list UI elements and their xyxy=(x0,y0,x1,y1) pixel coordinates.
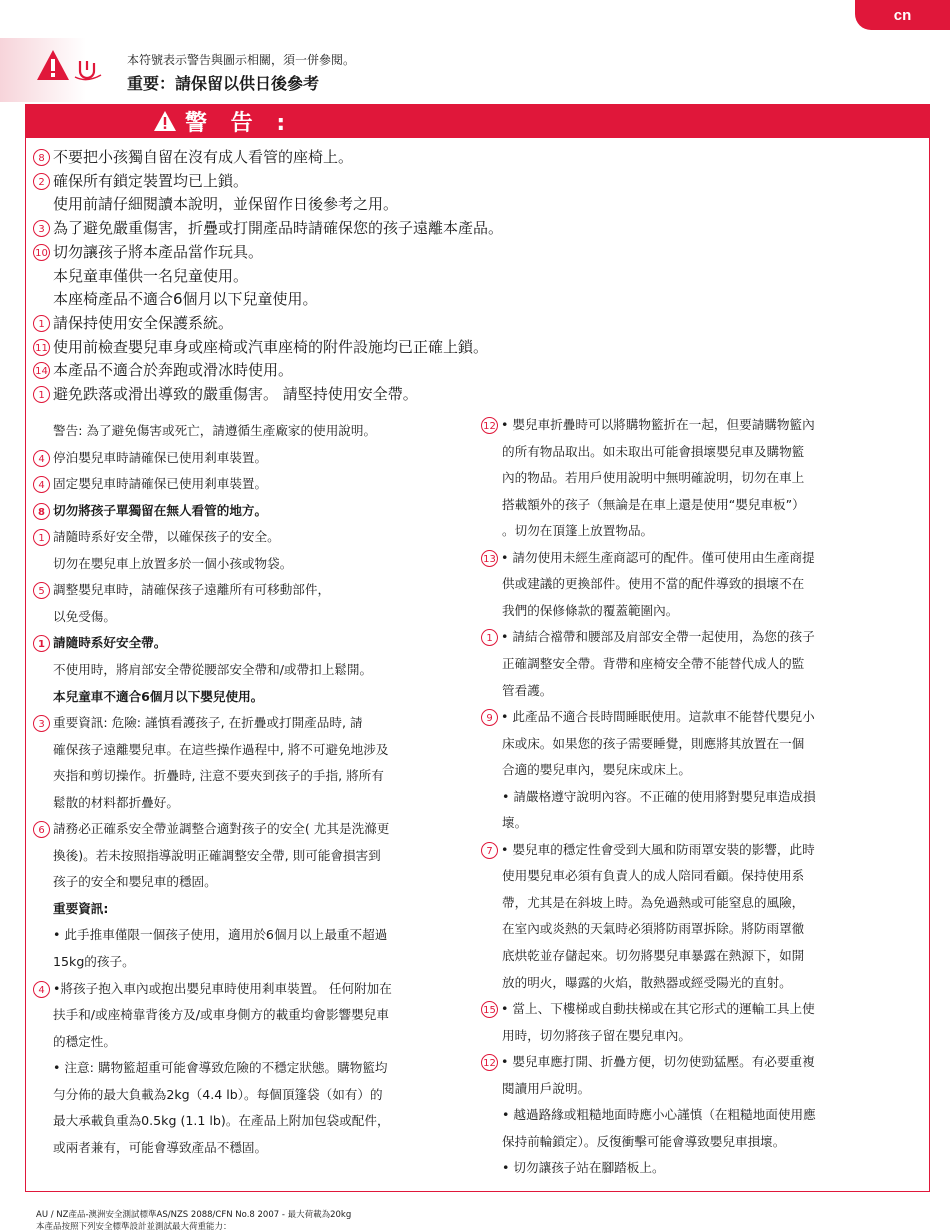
right-warning-text: 用時，切勿將孩子留在嬰兒車內。 xyxy=(502,1027,691,1043)
left-warning-line xyxy=(33,447,267,467)
warning-number-badge: 11 xyxy=(33,339,50,356)
right-warning-line xyxy=(502,467,804,486)
footer-note-line: 本產品按照下列安全標準設計並測試最大荷重能力： xyxy=(36,1222,232,1232)
left-warning-line xyxy=(33,526,280,546)
top-warning-text: 避免跌落或滑出導致的嚴重傷害。 請堅持使用安全帶。 xyxy=(53,385,418,403)
right-warning-text: • 請勿使用未經生產商認可的配件。僅可使用由生產商提 xyxy=(501,549,815,565)
footer-standard-line: AU / NZ產品-澳洲安全測試標準AS/NZS 2088/CFN No.8 2007 - 最大荷載為20kg xyxy=(36,1210,352,1220)
left-warning-line xyxy=(53,659,372,678)
left-warning-text: 請隨時系好安全帶，以確保孩子的安全。 xyxy=(53,529,280,545)
right-warning-text: • 嬰兒車的穩定性會受到大風和防雨罩安裝的影響，此時 xyxy=(501,841,815,857)
left-warning-line xyxy=(33,818,389,838)
top-warning-line xyxy=(33,217,503,238)
right-warning-line xyxy=(502,1104,816,1123)
warning-triangle-icon xyxy=(36,48,70,82)
left-warning-line xyxy=(33,473,267,493)
left-warning-line xyxy=(53,765,384,784)
left-warning-text: 以免受傷。 xyxy=(53,608,116,624)
warning-number-badge: 4 xyxy=(33,981,50,998)
left-warning-text: 切勿在嬰兒車上放置多於一個小孩或物袋。 xyxy=(53,555,293,571)
right-warning-line xyxy=(502,653,804,672)
top-warning-text: 使用前檢查嬰兒車身或座椅或汽車座椅的附件設施均已正確上鎖。 xyxy=(53,337,489,356)
top-warning-text: 不要把小孩獨自留在沒有成人看管的座椅上。 xyxy=(53,148,354,166)
left-warning-line xyxy=(53,792,179,811)
left-warning-text: 扶手和/或座椅靠背後方及/或車身側方的載重均會影響嬰兒車 xyxy=(53,1007,389,1023)
top-warning-text: 本兒童車僅供一名兒童使用。 xyxy=(53,266,249,285)
language-tab: cn xyxy=(855,0,950,30)
right-warning-line xyxy=(481,1051,815,1071)
left-warning-line xyxy=(53,951,135,970)
right-warning-line xyxy=(502,786,816,805)
left-warning-line xyxy=(53,1137,267,1156)
top-warning-line xyxy=(33,241,263,262)
left-warning-line xyxy=(53,898,108,917)
right-warning-line xyxy=(502,1131,785,1150)
right-warning-line xyxy=(502,945,804,964)
right-warning-line xyxy=(502,1157,665,1176)
right-warning-text: • 切勿讓孩子站在腳踏板上。 xyxy=(502,1160,665,1176)
left-warning-text: 鬆散的材料都折疊好。 xyxy=(53,794,179,810)
right-warning-line xyxy=(481,547,815,567)
left-warning-text: 本兒童車不適合6個月以下嬰兒使用。 xyxy=(53,688,264,704)
top-warning-line xyxy=(53,288,318,309)
left-warning-text: 警告: 為了避免傷害或死亡，請遵循生產廠家的使用說明。 xyxy=(53,423,377,438)
right-warning-text: • 嬰兒車應打開、折疊方便，切勿使勁猛壓。有必要重複 xyxy=(501,1054,815,1070)
warning-number-badge: 12 xyxy=(481,417,498,434)
top-warning-text: 為了避免嚴重傷害，折疊或打開產品時請確保您的孩子遠離本產品。 xyxy=(53,219,504,238)
left-warning-text: 停泊嬰兒車時請確保已使用剎車裝置。 xyxy=(53,449,268,465)
right-warning-text: 的所有物品取出。如未取出可能會損壞嬰兒車及購物籃 xyxy=(502,443,805,459)
top-warning-text: 切勿讓孩子將本產品當作玩具。 xyxy=(53,242,264,261)
header-important: 重要：請保留以供日後參考 xyxy=(127,74,320,93)
right-warning-text: • 請嚴格遵守說明內容。不正確的使用將對嬰兒車造成損 xyxy=(502,788,816,804)
right-warning-line xyxy=(502,759,691,778)
warning-number-badge: 4 xyxy=(33,476,50,493)
left-warning-line xyxy=(53,1031,116,1050)
left-warning-line xyxy=(53,1004,389,1023)
warning-number-badge: 8 xyxy=(33,503,50,520)
right-warning-text: 閱讀用戶說明。 xyxy=(502,1080,591,1096)
left-warning-line xyxy=(53,553,292,572)
right-warning-line xyxy=(502,600,678,619)
top-warning-line xyxy=(33,312,233,333)
top-warning-line xyxy=(53,265,248,286)
left-warning-text: 換後)。若未按照指導說明正確調整安全帶, 則可能會損害到 xyxy=(53,847,381,863)
left-warning-line xyxy=(53,420,376,439)
hand-symbol-icon xyxy=(72,55,102,81)
right-warning-text: 供或建議的更換部件。使用不當的配件導致的損壞不在 xyxy=(502,576,805,592)
warning-number-badge: 1 xyxy=(33,315,50,332)
right-warning-text: 搭載額外的孩子（無論是在車上還是使用“嬰兒車板”） xyxy=(502,496,805,512)
right-warning-text: 帶，尤其是在斜坡上時。為免過熱或可能窒息的風險， xyxy=(502,894,805,910)
left-warning-text: • 此手推車僅限一個孩子使用，適用於6個月以上最重不超過 xyxy=(53,927,388,943)
left-warning-text: 確保孩子遠離嬰兒車。在這些操作過程中, 將不可避免地涉及 xyxy=(53,741,389,757)
top-warning-line xyxy=(33,170,248,191)
warning-number-badge: 6 xyxy=(33,821,50,838)
left-warning-line xyxy=(53,1084,383,1103)
right-warning-line xyxy=(502,494,805,513)
left-warning-line xyxy=(53,686,263,705)
warning-bar xyxy=(25,104,930,138)
warning-number-badge: 4 xyxy=(33,450,50,467)
left-warning-text: 夾指和剪切操作。折疊時, 注意不要夾到孩子的手指, 將所有 xyxy=(53,768,384,784)
right-warning-line xyxy=(481,706,815,726)
right-warning-line xyxy=(481,839,815,859)
left-warning-text: 不使用時，將肩部安全帶從腰部安全帶和/或帶扣上鬆開。 xyxy=(53,661,373,677)
right-warning-line xyxy=(502,865,804,884)
left-warning-text: 切勿將孩子單獨留在無人看管的地方。 xyxy=(53,502,268,518)
left-warning-text: 調整嬰兒車時，請確保孩子遠離所有可移動部件， xyxy=(53,582,331,598)
warning-number-badge: 13 xyxy=(481,550,498,567)
left-warning-text: 最大承載負重為0.5kg (1.1 lb)。在產品上附加包袋或配件， xyxy=(53,1113,390,1129)
warning-title: 警 告 : xyxy=(185,110,294,136)
right-warning-text: 正確調整安全帶。背帶和座椅安全帶不能替代成人的監 xyxy=(502,655,805,671)
top-warning-line xyxy=(33,359,293,380)
left-warning-line xyxy=(53,845,381,864)
left-warning-text: 請務必正確系安全帶並調整合適對孩子的安全( 尤其是洗滌更 xyxy=(53,821,390,837)
right-warning-line xyxy=(502,680,552,699)
left-warning-line xyxy=(33,632,166,652)
left-warning-line xyxy=(53,871,217,890)
left-warning-line xyxy=(33,500,267,520)
left-warning-line xyxy=(53,1057,388,1076)
right-warning-line xyxy=(502,1078,590,1097)
left-warning-text: 固定嬰兒車時請確保已使用剎車裝置。 xyxy=(53,476,268,492)
warning-number-badge: 15 xyxy=(481,1001,498,1018)
right-warning-line xyxy=(502,520,653,539)
right-warning-text: 底烘乾並存儲起來。切勿將嬰兒車暴露在熱源下，如開 xyxy=(502,948,805,963)
right-warning-text: • 請結合襠帶和腰部及肩部安全帶一起使用，為您的孩子 xyxy=(501,629,815,645)
warning-number-badge: 2 xyxy=(33,173,50,190)
left-warning-text: •將孩子抱入車內或抱出嬰兒車時使用剎車裝置。 任何附加在 xyxy=(53,980,392,996)
right-warning-text: • 當上、下樓梯或自動扶梯或在其它形式的運輸工具上使 xyxy=(501,1001,815,1017)
right-warning-line xyxy=(502,441,804,460)
warning-number-badge: 1 xyxy=(33,386,50,403)
top-warning-text: 本座椅產品不適合6個月以下兒童使用。 xyxy=(53,290,318,309)
warning-number-badge: 7 xyxy=(481,842,498,859)
warning-number-badge: 9 xyxy=(481,709,498,726)
right-warning-text: 我們的保修條款的覆蓋範圍內。 xyxy=(502,602,679,618)
warning-number-badge: 3 xyxy=(33,220,50,237)
right-warning-text: 壞。 xyxy=(502,815,528,831)
left-warning-text: 的穩定性。 xyxy=(53,1033,116,1049)
warning-number-badge: 1 xyxy=(33,529,50,546)
warning-number-badge: 1 xyxy=(481,629,498,646)
left-warning-text: 請隨時系好安全帶。 xyxy=(53,635,167,651)
left-warning-text: 重要資訊: 危險: 謹慎看護孩子, 在折疊或打開產品時, 請 xyxy=(53,715,363,731)
warning-number-badge: 12 xyxy=(481,1054,498,1071)
right-warning-line xyxy=(502,892,804,911)
top-warning-line xyxy=(33,383,418,404)
right-warning-text: 放的明火，曝露的火焰，散熱器或經受陽光的直射。 xyxy=(502,974,792,990)
right-warning-line xyxy=(502,812,527,831)
left-warning-line xyxy=(53,1110,390,1129)
right-warning-text: • 越過路緣或粗糙地面時應小心謹慎（在粗糙地面使用應 xyxy=(502,1107,816,1123)
left-warning-line xyxy=(33,579,330,599)
warning-number-badge: 5 xyxy=(33,582,50,599)
right-warning-text: 內的物品。若用戶使用說明中無明確說明，切勿在車上 xyxy=(502,470,805,486)
top-warning-line xyxy=(53,193,398,214)
left-warning-text: 15kg的孩子。 xyxy=(53,954,135,969)
right-warning-text: 合適的嬰兒車內，嬰兒床或床上。 xyxy=(502,762,691,778)
right-warning-text: 在室內或炎熱的天氣時必須將防雨罩拆除。將防雨罩徹 xyxy=(502,921,805,937)
right-warning-line xyxy=(481,998,815,1018)
right-warning-text: 。切勿在頂篷上放置物品。 xyxy=(502,523,654,539)
right-warning-line xyxy=(502,972,792,991)
right-warning-line xyxy=(502,1025,691,1044)
warning-number-badge: 3 xyxy=(33,715,50,732)
right-warning-text: 床或床。如果您的孩子需要睡覺，則應將其放置在一個 xyxy=(502,735,805,751)
left-warning-line xyxy=(33,978,392,998)
left-warning-line xyxy=(33,712,363,732)
left-warning-text: 勻分佈的最大負載為2kg（4.4 lb）。每個頂篷袋（如有）的 xyxy=(53,1086,383,1102)
right-warning-text: 保持前輪鎖定）。反復衝擊可能會導致嬰兒車損壞。 xyxy=(502,1133,786,1149)
right-warning-line xyxy=(502,733,804,752)
top-warning-text: 請保持使用安全保護系統。 xyxy=(53,313,234,332)
left-warning-line xyxy=(53,739,388,758)
right-warning-line xyxy=(502,918,804,937)
warning-number-badge: 10 xyxy=(33,244,50,261)
left-warning-line xyxy=(53,606,116,625)
right-warning-line xyxy=(481,626,815,646)
right-warning-text: • 此產品不適合長時間睡眠使用。這款車不能替代嬰兒小 xyxy=(501,709,815,725)
top-warning-text: 確保所有鎖定裝置均已上鎖。 xyxy=(53,171,249,190)
left-warning-text: 孩子的安全和嬰兒車的穩固。 xyxy=(53,874,217,890)
left-warning-text: • 注意: 購物籃超重可能會導致危險的不穩定狀態。購物籃均 xyxy=(53,1060,388,1076)
warning-number-badge: 14 xyxy=(33,362,50,379)
right-warning-line xyxy=(502,573,804,592)
left-warning-line xyxy=(53,924,387,943)
left-warning-text: 或兩者兼有，可能會導致產品不穩固。 xyxy=(53,1139,268,1155)
right-warning-text: • 嬰兒車折疊時可以將購物籃折在一起，但要請購物籃內 xyxy=(501,417,815,432)
warning-number-badge: 8 xyxy=(33,149,50,166)
top-warning-line xyxy=(33,146,353,167)
left-warning-text: 重要資訊: xyxy=(53,900,109,916)
top-warning-text: 使用前請仔細閱讀本說明，並保留作日後參考之用。 xyxy=(53,195,399,214)
right-warning-text: 管看護。 xyxy=(502,682,553,698)
warning-bar-triangle-icon xyxy=(153,110,177,132)
right-warning-text: 使用嬰兒車必須有負責人的成人陪同看顧。保持使用系 xyxy=(502,868,805,884)
top-warning-text: 本產品不適合於奔跑或滑冰時使用。 xyxy=(53,361,294,380)
warning-number-badge: 1 xyxy=(33,635,50,652)
header-note: 本符號表示警告與圖示相關，須一併參閱。 xyxy=(127,53,356,67)
top-warning-line xyxy=(33,336,488,357)
right-warning-line xyxy=(481,414,815,434)
